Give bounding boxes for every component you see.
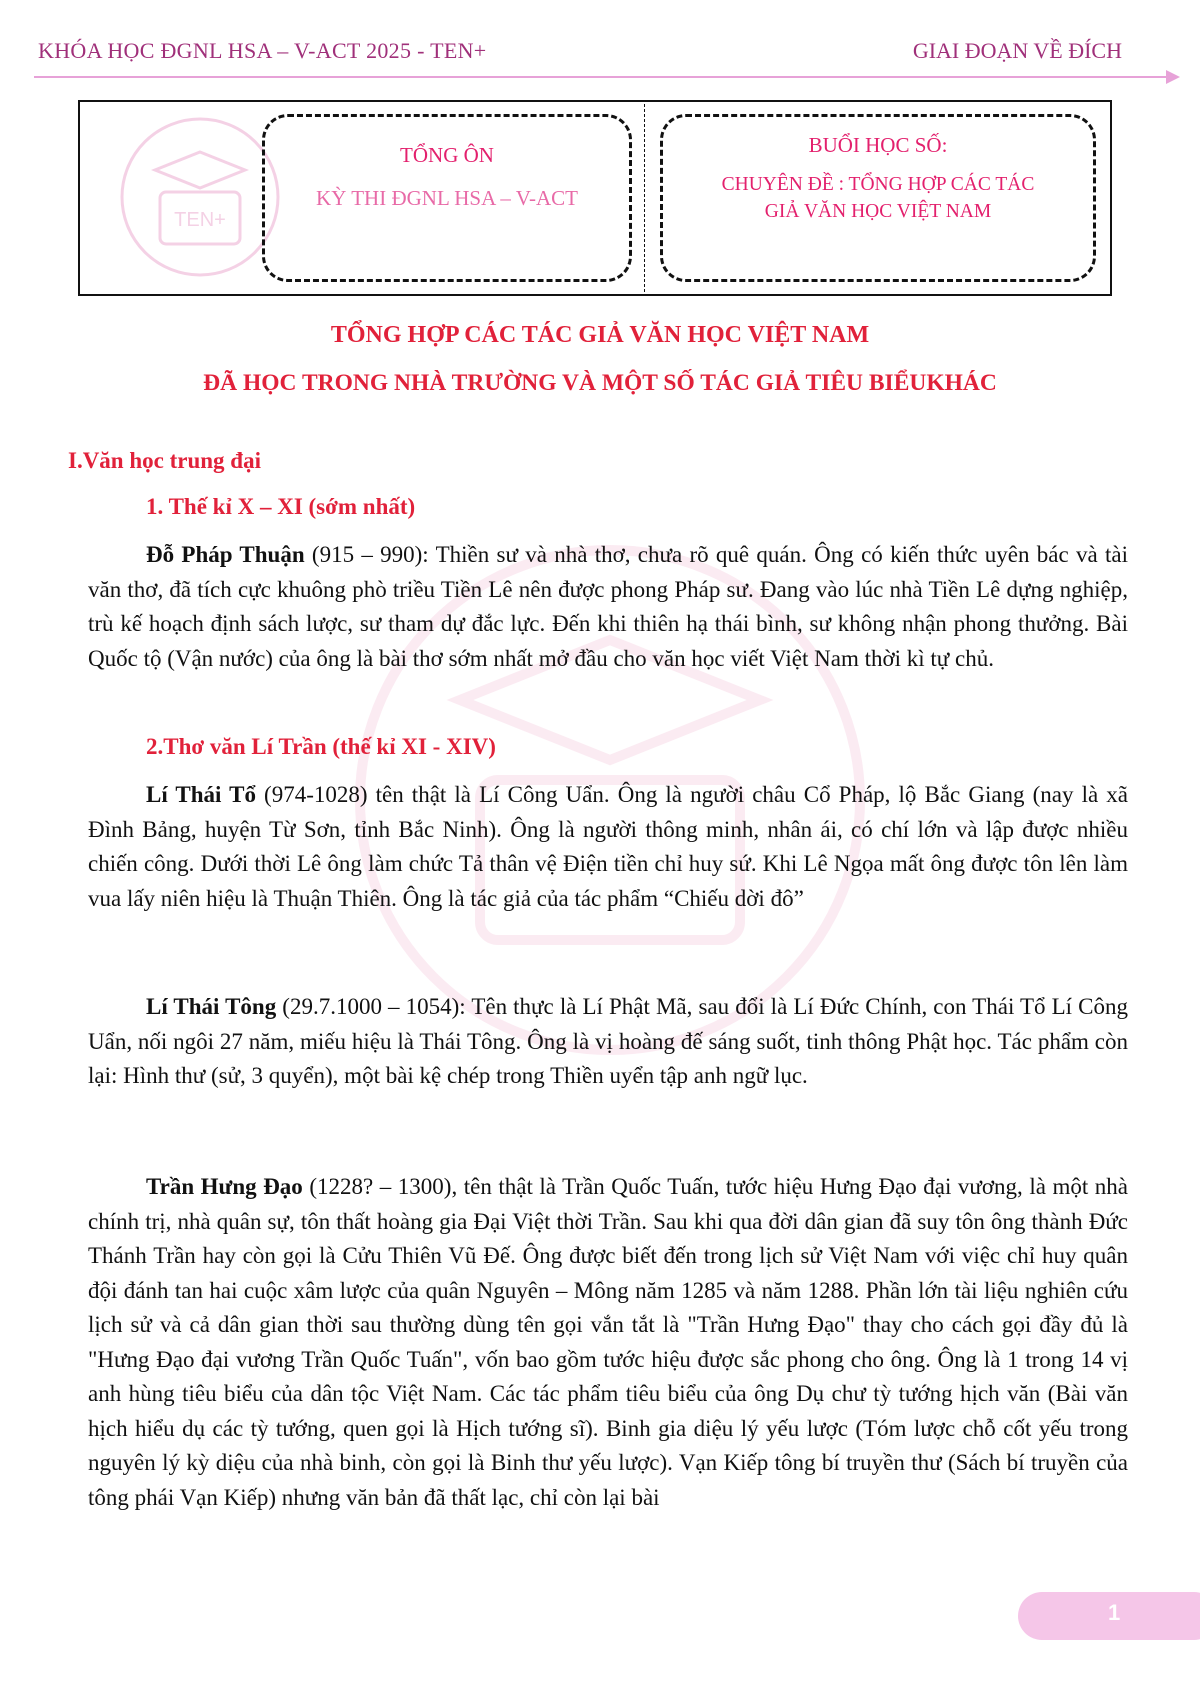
document-title-line-2: ĐÃ HỌC TRONG NHÀ TRƯỜNG VÀ MỘT SỐ TÁC GIẢ TIÊU BIỂUKHÁC	[203, 370, 997, 396]
paragraph-li-thai-tong	[88, 990, 1128, 1094]
author-bio: (1228? – 1300), tên thật là Trần Quốc Tuấn, tước hiệu Hưng Đạo đại vương, là một nhà chính trị, nhà quân sự, tôn thất hoàng gia Đại Việt thời Trần. Sau khi qua đời dân gian đã suy tôn ông thành Đức Thánh Trần hay còn gọi là Cửu Thiên Vũ Đế. Ông được biết đến trong lịch sử Việt Nam với việc chỉ huy quân đội đánh tan hai cuộc xâm lược của quân Nguyên – Mông năm 1285 và năm 1288. Phần lớn tài liệu nghiên cứu lịch sử và cả dân gian thời sau thường dùng tên gọi vắn tắt là "Trần Hưng Đạo" thay cho cách gọi đầy đủ là "Hưng Đạo đại vương Trần Quốc Tuấn", vốn bao gồm tước hiệu được sắc phong cho ông. Ông là 1 trong 14 vị anh hùng tiêu biểu của dân tộc Việt Nam. Các tác phẩm tiêu biểu của ông Dụ chư tỳ tướng hịch văn (Bài văn hịch hiểu dụ các tỳ tướng, quen gọi là Hịch tướng sĩ). Binh gia diệu lý yếu lược (Tóm lược chỗ cốt yếu trong nguyên lý kỳ diệu của nhà binh, còn gọi là Binh thư yếu lược). Vạn Kiếp tông bí truyền thư (Sách bí truyền của tông phái Vạn Kiếp) nhưng văn bản đã thất lạc, chỉ còn lại bài	[88, 1174, 1129, 1510]
section-heading-medieval: I.Văn học trung đại	[68, 448, 261, 473]
topic-line-2: GIẢ VĂN HỌC VIỆT NAM	[764, 201, 992, 222]
author-name: Đỗ Pháp Thuận	[146, 542, 305, 567]
logo-text: TEN+	[174, 209, 226, 231]
page-number: 1	[1108, 1600, 1121, 1625]
subsection-heading-1: 1. Thế kỉ X – XI (sớm nhất)	[146, 494, 416, 519]
author-bio: (29.7.1000 – 1054): Tên thực là Lí Phật Mã, sau đổi là Lí Đức Chính, con Thái Tổ Lí Công Uẩn, nối ngôi 27 năm, miếu hiệu là Thái Tông. Ông là vị hoàng đế sáng suốt, tinh thông Phật học. Tác phẩm còn lại: Hình thư (sử, 3 quyển), một bài kệ chép trong Thiền uyển tập anh ngữ lục.	[88, 994, 1128, 1088]
paragraph-do-phap-thuan	[88, 538, 1128, 676]
document-title-line-1: TỔNG HỢP CÁC TÁC GIẢ VĂN HỌC VIỆT NAM	[330, 322, 870, 348]
author-name: Trần Hưng Đạo	[146, 1174, 303, 1199]
arrow-right-icon	[1166, 70, 1180, 84]
author-name: Lí Thái Tông	[146, 994, 277, 1019]
header-course-title: KHÓA HỌC ĐGNL HSA – V-ACT 2025 - TEN+	[38, 38, 487, 63]
review-title: TỔNG ÔN	[400, 143, 494, 167]
subsection-heading-2: 2.Thơ văn Lí Trần (thế kỉ XI - XIV)	[146, 734, 496, 759]
author-bio: (974-1028) tên thật là Lí Công Uẩn. Ông là người châu Cổ Pháp, lộ Bắc Giang (nay là xã Đình Bảng, huyện Từ Sơn, tỉnh Bắc Ninh). Ông là người thông minh, nhân ái, có chí lớn và lập được nhiều chiến công. Dưới thời Lê ông làm chức Tả thân vệ Điện tiền chỉ huy sứ. Khi Lê Ngọa mất ông được tôn lên làm vua lấy niên hiệu là Thuận Thiên. Ông là tác giả của tác phẩm “Chiếu dời đô”	[88, 782, 1128, 911]
header-divider	[34, 76, 1170, 78]
author-bio: (915 – 990): Thiền sư và nhà thơ, chưa rõ quê quán. Ông có kiến thức uyên bác và tài văn thơ, đã tích cực khuông phò triều Tiền Lê nên được phong Pháp sư. Đang vào lúc nhà Tiền Lê dựng nghiệp, trù kế hoạch định sách lược, sư tham dự đắc lực. Đến khi thiên hạ thái bình, sư không nhận phong thưởng. Bài Quốc tộ (Vận nước) của ông là bài thơ sớm nhất mở đầu cho văn học viết Việt Nam thời kì tự chủ.	[88, 542, 1128, 671]
author-name: Lí Thái Tổ	[146, 782, 256, 807]
session-number-label: BUỔI HỌC SỐ:	[808, 133, 948, 157]
exam-name: KỲ THI ĐGNL HSA – V-ACT	[316, 186, 578, 210]
paragraph-li-thai-to	[88, 778, 1128, 916]
box-divider	[644, 104, 645, 292]
header-stage-label: GIAI ĐOẠN VỀ ĐÍCH	[912, 38, 1122, 63]
topic-line-1: CHUYÊN ĐỀ : TỔNG HỢP CÁC TÁC	[721, 174, 1035, 195]
paragraph-tran-hung-dao	[88, 1170, 1128, 1515]
